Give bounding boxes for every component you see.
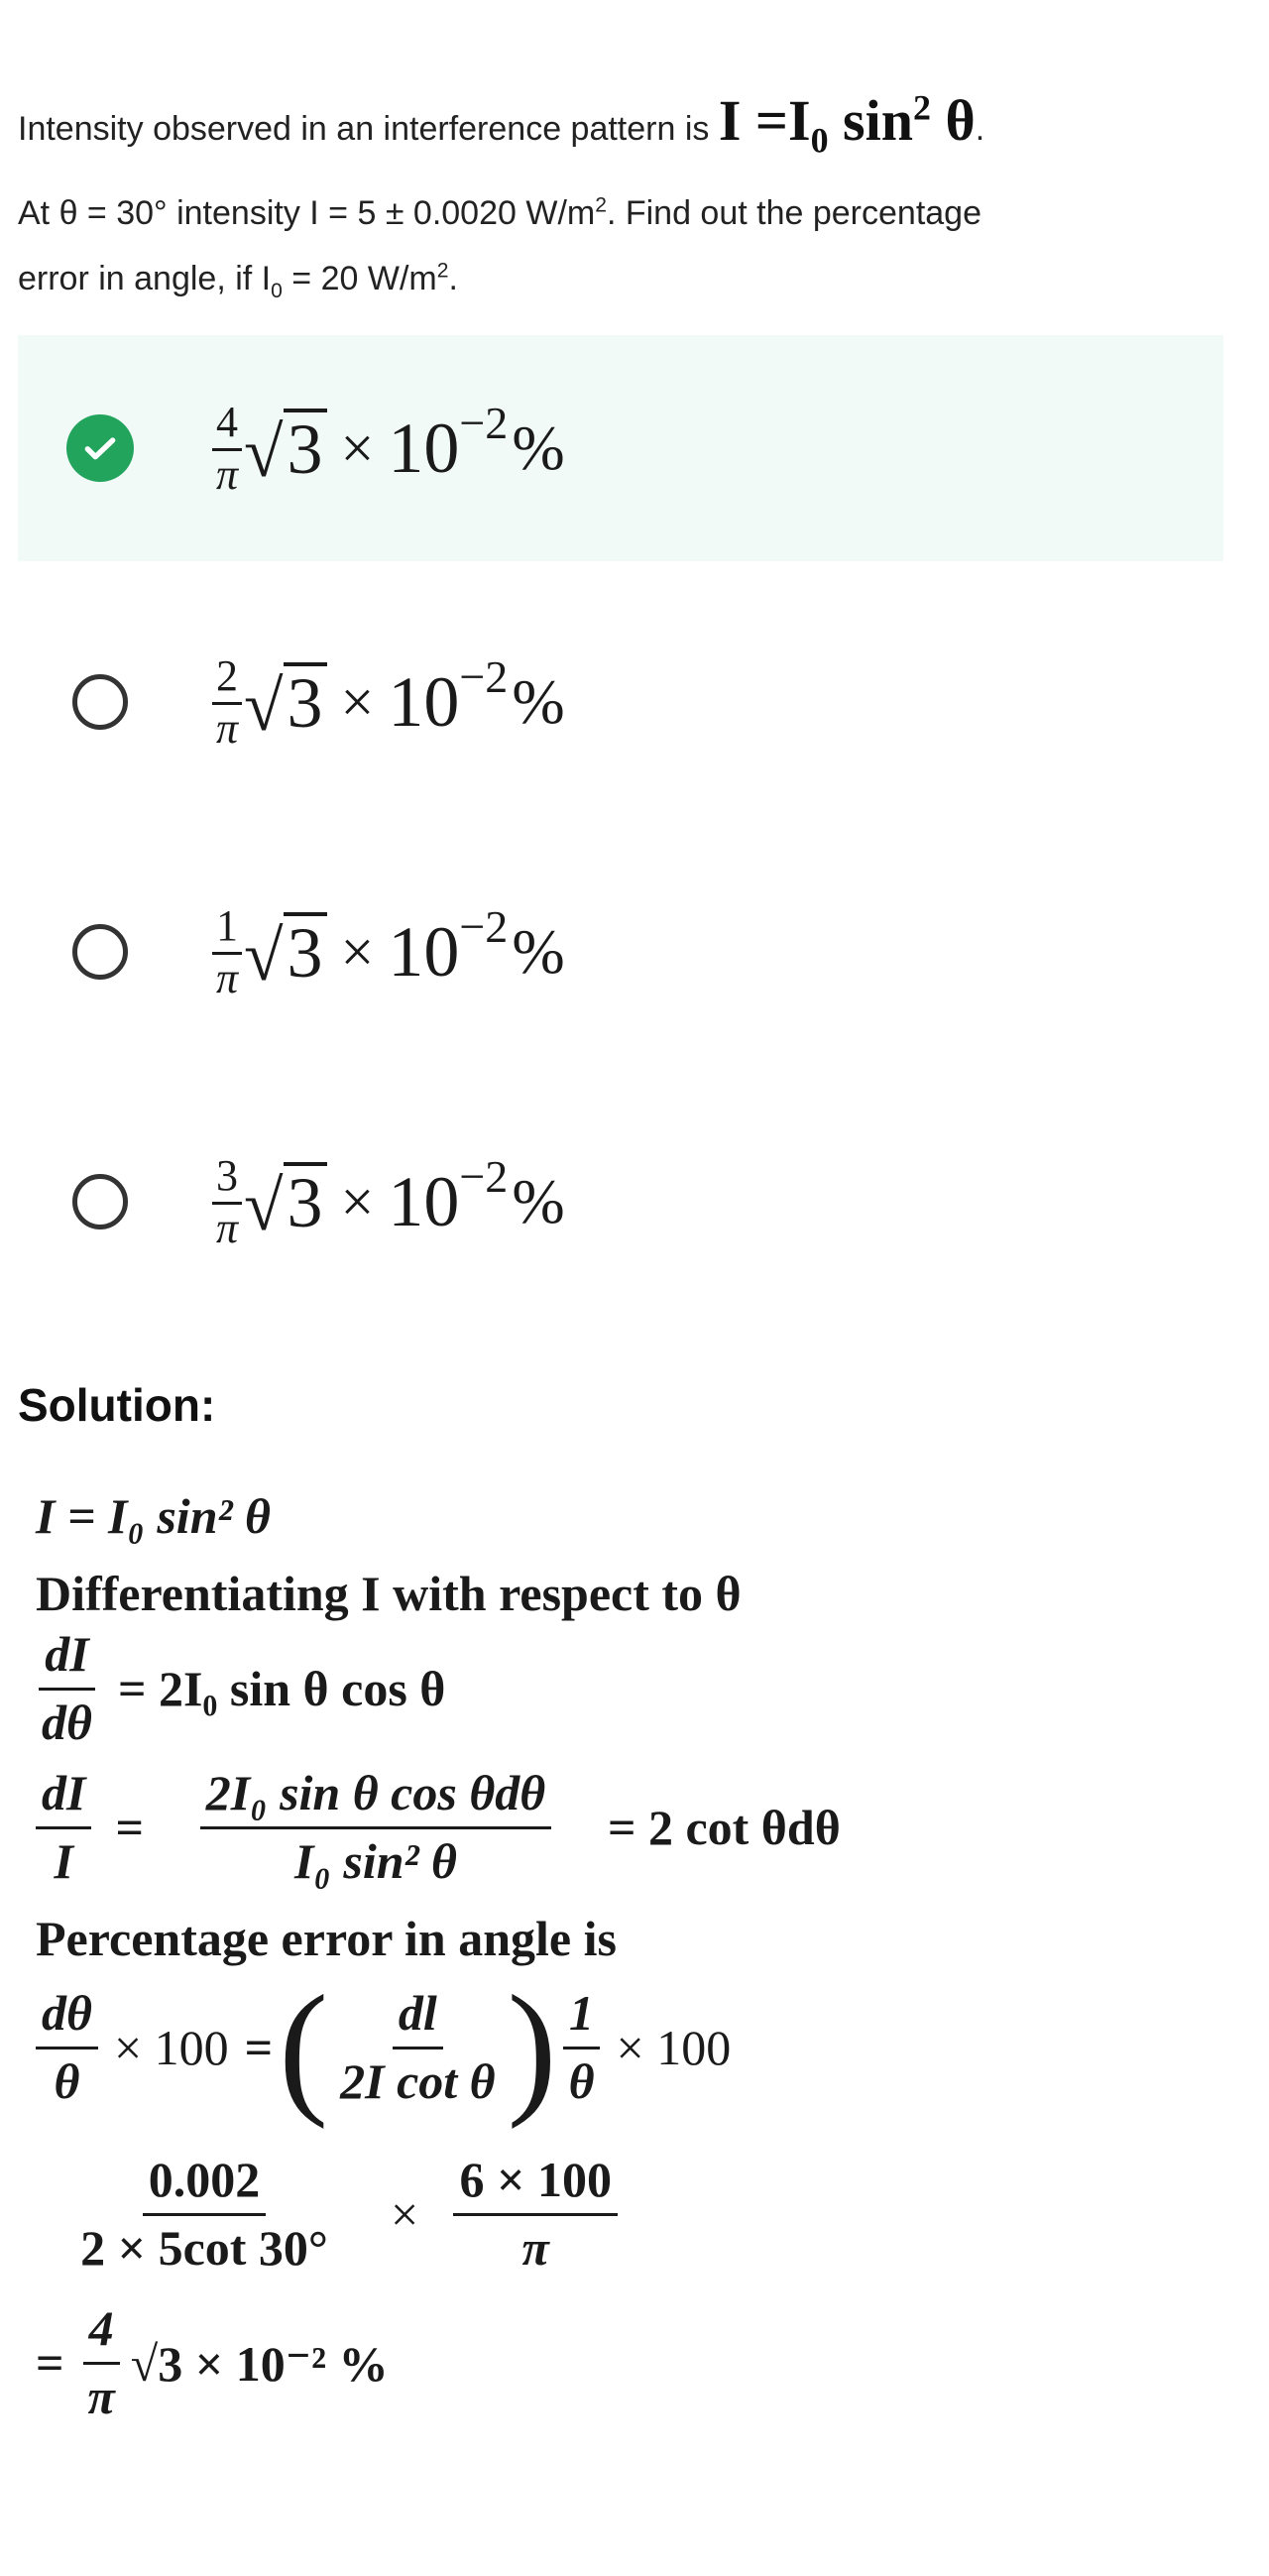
- radio-circle-icon[interactable]: [72, 1174, 128, 1229]
- question-line-3: error in angle, if $I_0 = 20$ $W/m^2$.: [18, 259, 458, 302]
- question-text-1: Intensity observed in an interference pattern is: [18, 110, 719, 148]
- solution-step-percentage: Percentage error in angle is: [36, 1911, 617, 1966]
- solution-title: Solution:: [18, 1379, 216, 1431]
- option-c[interactable]: [18, 839, 1223, 1065]
- option-d[interactable]: [18, 1089, 1223, 1315]
- radio-circle-icon[interactable]: [72, 924, 128, 980]
- solution-eq-5: $\frac{0.002}{2 \times 5\cot 30^\circ}$ × $\frac{6 \times 100}{\pi}$: [36, 2152, 634, 2277]
- option-b-expression: $\frac{2}{\pi}$ √ 3 × 10 −2 %: [212, 654, 565, 751]
- solution-eq-1: I = I₀ sin² θ: [36, 1488, 271, 1544]
- radio-circle-icon[interactable]: [72, 674, 128, 730]
- solution-eq-3: $\frac{dI}{I}$ = $\frac{\text{2I₀ sin θ cos θdθ}}{\text{I₀ sin² θ}}$ = 2 cot θdθ: [36, 1765, 841, 1890]
- option-a-expression: $\frac{4}{\pi}$ √ 3 × 10 −2 %: [212, 401, 565, 497]
- option-d-expression: $\frac{3}{\pi}$ √ 3 × 10 −2 %: [212, 1154, 565, 1250]
- question-line-1: Intensity observed in an interference pattern is $I =I_0$ $\sin^2 \theta$.: [18, 87, 985, 161]
- solution-eq-final: = $\frac{4}{\pi}$ √3 × 10⁻² %: [36, 2300, 389, 2424]
- solution-eq-4: $\frac{d\theta}{\theta}$ × 100 = ( $\frac{dl}{\text{2I cot θ}}$ ) $\frac{1}{\theta}$ × 100: [36, 1973, 731, 2122]
- option-a[interactable]: [18, 335, 1223, 561]
- option-a-mark[interactable]: [65, 413, 135, 483]
- option-d-mark[interactable]: [65, 1167, 135, 1236]
- option-b[interactable]: [18, 589, 1223, 815]
- option-c-mark[interactable]: [65, 917, 135, 987]
- question-line-2: At θ = 30° intensity I = 5 ± 0.0020 $W/m^2$. Find out the percentage: [18, 193, 981, 232]
- option-b-mark[interactable]: [65, 667, 135, 737]
- check-circle-icon: [66, 414, 134, 482]
- solution-step-differentiate: Differentiating I with respect to θ: [36, 1566, 742, 1621]
- option-c-expression: $\frac{1}{\pi}$ √ 3 × 10 −2 %: [212, 904, 565, 1000]
- solution-eq-2: $\frac{dI}{d\theta}$ = 2I₀ sin θ cos θ: [36, 1626, 445, 1751]
- intensity-formula: $I =I_0$ $\sin^2 \theta$: [718, 87, 976, 161]
